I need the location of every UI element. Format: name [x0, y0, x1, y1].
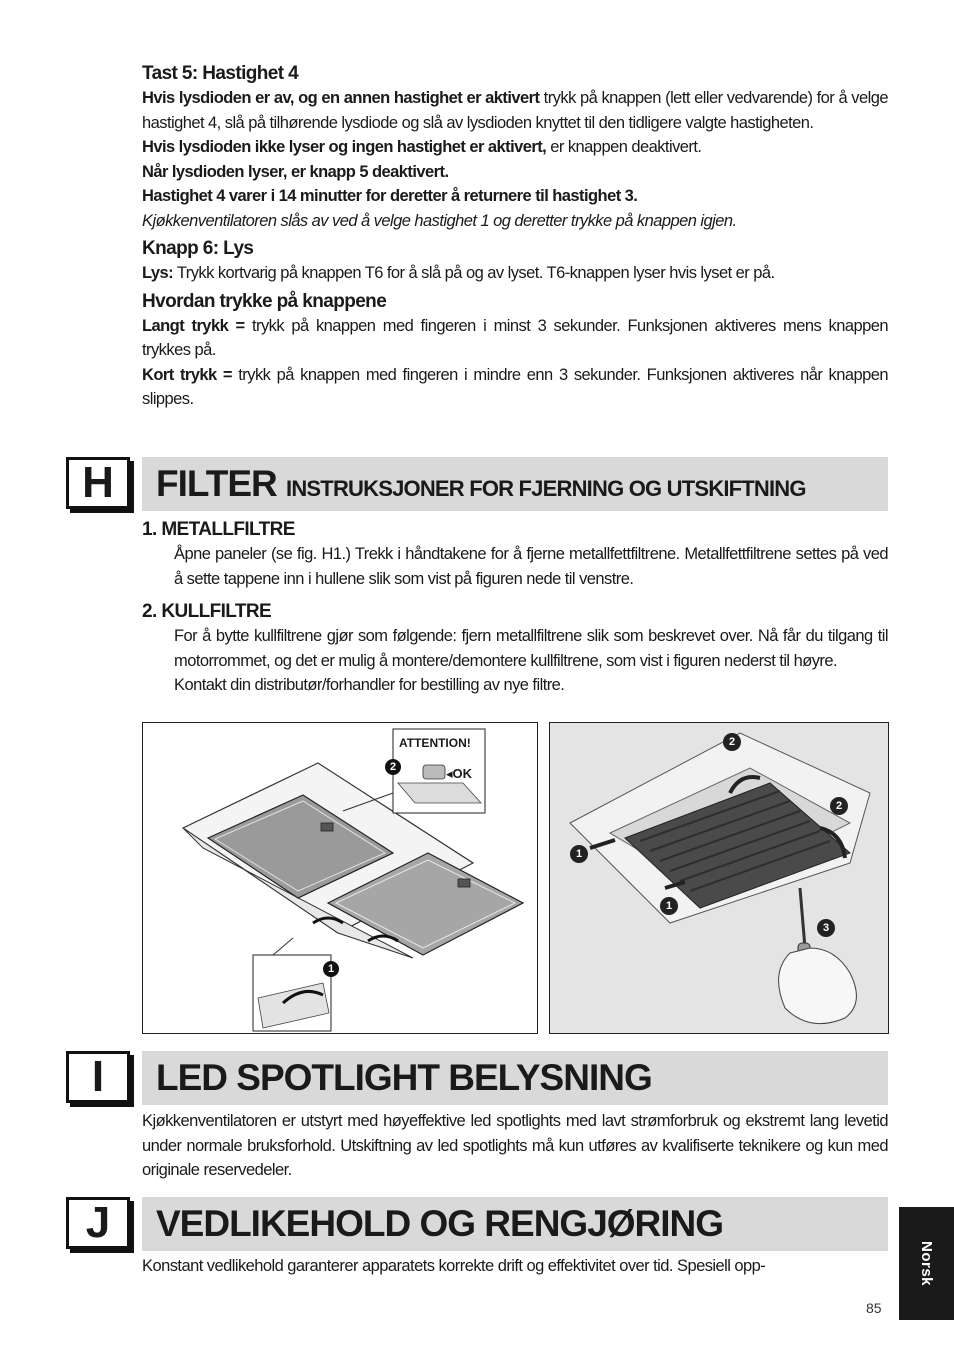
knapp6-heading: Knapp 6: Lys [142, 238, 254, 259]
step-2-badge: 2 [723, 733, 741, 751]
ok-label: ◂OK [446, 766, 473, 781]
step-3-badge: 3 [817, 919, 835, 937]
maintenance-text: Konstant vedlikehold garanterer apparatets korrekte drift og effektivitet over tid. Spesiell opp- [142, 1257, 766, 1275]
section-header-filter [142, 457, 888, 511]
section-title: LED SPOTLIGHT BELYSNING [156, 1057, 652, 1098]
metall-heading: 1. METALLFILTRE [142, 519, 295, 540]
section-subtitle: INSTRUKSJONER FOR FJERNING OG UTSKIFTNING [286, 476, 806, 501]
paragraph: Hvis lysdioden er av, og en annen hastighet er aktivert trykk på knappen (lett eller vedvarende) for å velge hastighet 4, slå på tilhørende lysdiode og slå av lysdioden knyttet til den tidligere valgte hastigheten. [142, 89, 888, 132]
page-number: 85 [866, 1300, 882, 1316]
section-header-led [142, 1051, 888, 1105]
section-header-maintenance [142, 1197, 888, 1251]
kull-text: For å bytte kullfiltrene gjør som følgende: fjern metallfiltrene slik som beskrevet over. Nå får du tilgang til motorrommet, og det er mulig å montere/demontere kullfiltrene, som vist i figuren nederst til høyre. [174, 627, 888, 670]
step-1-badge: 1 [570, 845, 588, 863]
paragraph: Kort trykk = trykk på knappen med fingeren i mindre enn 3 sekunder. Funksjonen aktiveres når knappen slippes. [142, 365, 888, 408]
maintenance-text-block [142, 1254, 888, 1279]
paragraph: Langt trykk = trykk på knappen med fingeren i minst 3 sekunder. Funksjonen aktiveres mens knappen trykkes på. [142, 316, 888, 359]
kull-text-2: Kontakt din distributør/forhandler for bestilling av nye filtre. [174, 676, 565, 694]
filter-instructions [142, 518, 888, 698]
language-label: Norsk [918, 1240, 935, 1287]
language-tab [899, 1207, 954, 1320]
metal-filter-figure [142, 722, 538, 1034]
step-2-badge-b: 2 [830, 797, 848, 815]
metall-text: Åpne paneler (se fig. H1.) Trekk i håndtakene for å fjerne metallfettfiltrene. Metallfettfiltrene settes på ved å sette tappene inn i hullene slik som vist på figuren nede til venstre. [174, 545, 888, 588]
carbon-filter-figure [549, 722, 889, 1034]
hvordan-heading: Hvordan trykke på knappene [142, 290, 387, 312]
kull-heading: 2. KULLFILTRE [142, 601, 272, 622]
paragraph: Hvis lysdioden ikke lyser og ingen hastighet er aktivert, er knappen deaktivert. [142, 138, 702, 156]
paragraph: Lys: Trykk kortvarig på knappen T6 for å slå på og av lyset. T6-knappen lyser hvis lyset er på. [142, 264, 775, 282]
section-letter-i: I [66, 1051, 130, 1103]
led-text-block [142, 1109, 888, 1183]
section-title: VEDLIKEHOLD OG RENGJØRING [156, 1203, 724, 1244]
step-1-badge-b: 1 [660, 897, 678, 915]
step-1-badge: 1 [323, 961, 339, 977]
led-text: Kjøkkenventilatoren er utstyrt med høyeffektive led spotlights med lavt strømforbruk og ekstremt lang levetid under normale bruksforhold. Utskiftning av led spotlights må kun utføres av kvalifiserte teknikere og kun med originale reservedeler. [142, 1112, 888, 1179]
step-2-badge: 2 [385, 759, 401, 775]
section-letter-h: H [66, 457, 130, 509]
paragraph: Hastighet 4 varer i 14 minutter for deretter å returnere til hastighet 3. [142, 187, 638, 205]
carbon-filter-illustration [550, 723, 888, 1033]
attention-label: ATTENTION! [399, 736, 471, 750]
metal-filter-illustration [143, 723, 537, 1033]
section-title: FILTER INSTRUKSJONER FOR FJERNING OG UTSKIFTNING [156, 463, 806, 504]
tast5-heading: Tast 5: Hastighet 4 [142, 63, 299, 84]
speed-instructions [142, 62, 888, 412]
paragraph: Kjøkkenventilatoren slås av ved å velge hastighet 1 og deretter trykke på knappen igjen. [142, 211, 737, 230]
section-letter-j: J [66, 1197, 130, 1249]
paragraph: Når lysdioden lyser, er knapp 5 deaktivert. [142, 162, 449, 181]
